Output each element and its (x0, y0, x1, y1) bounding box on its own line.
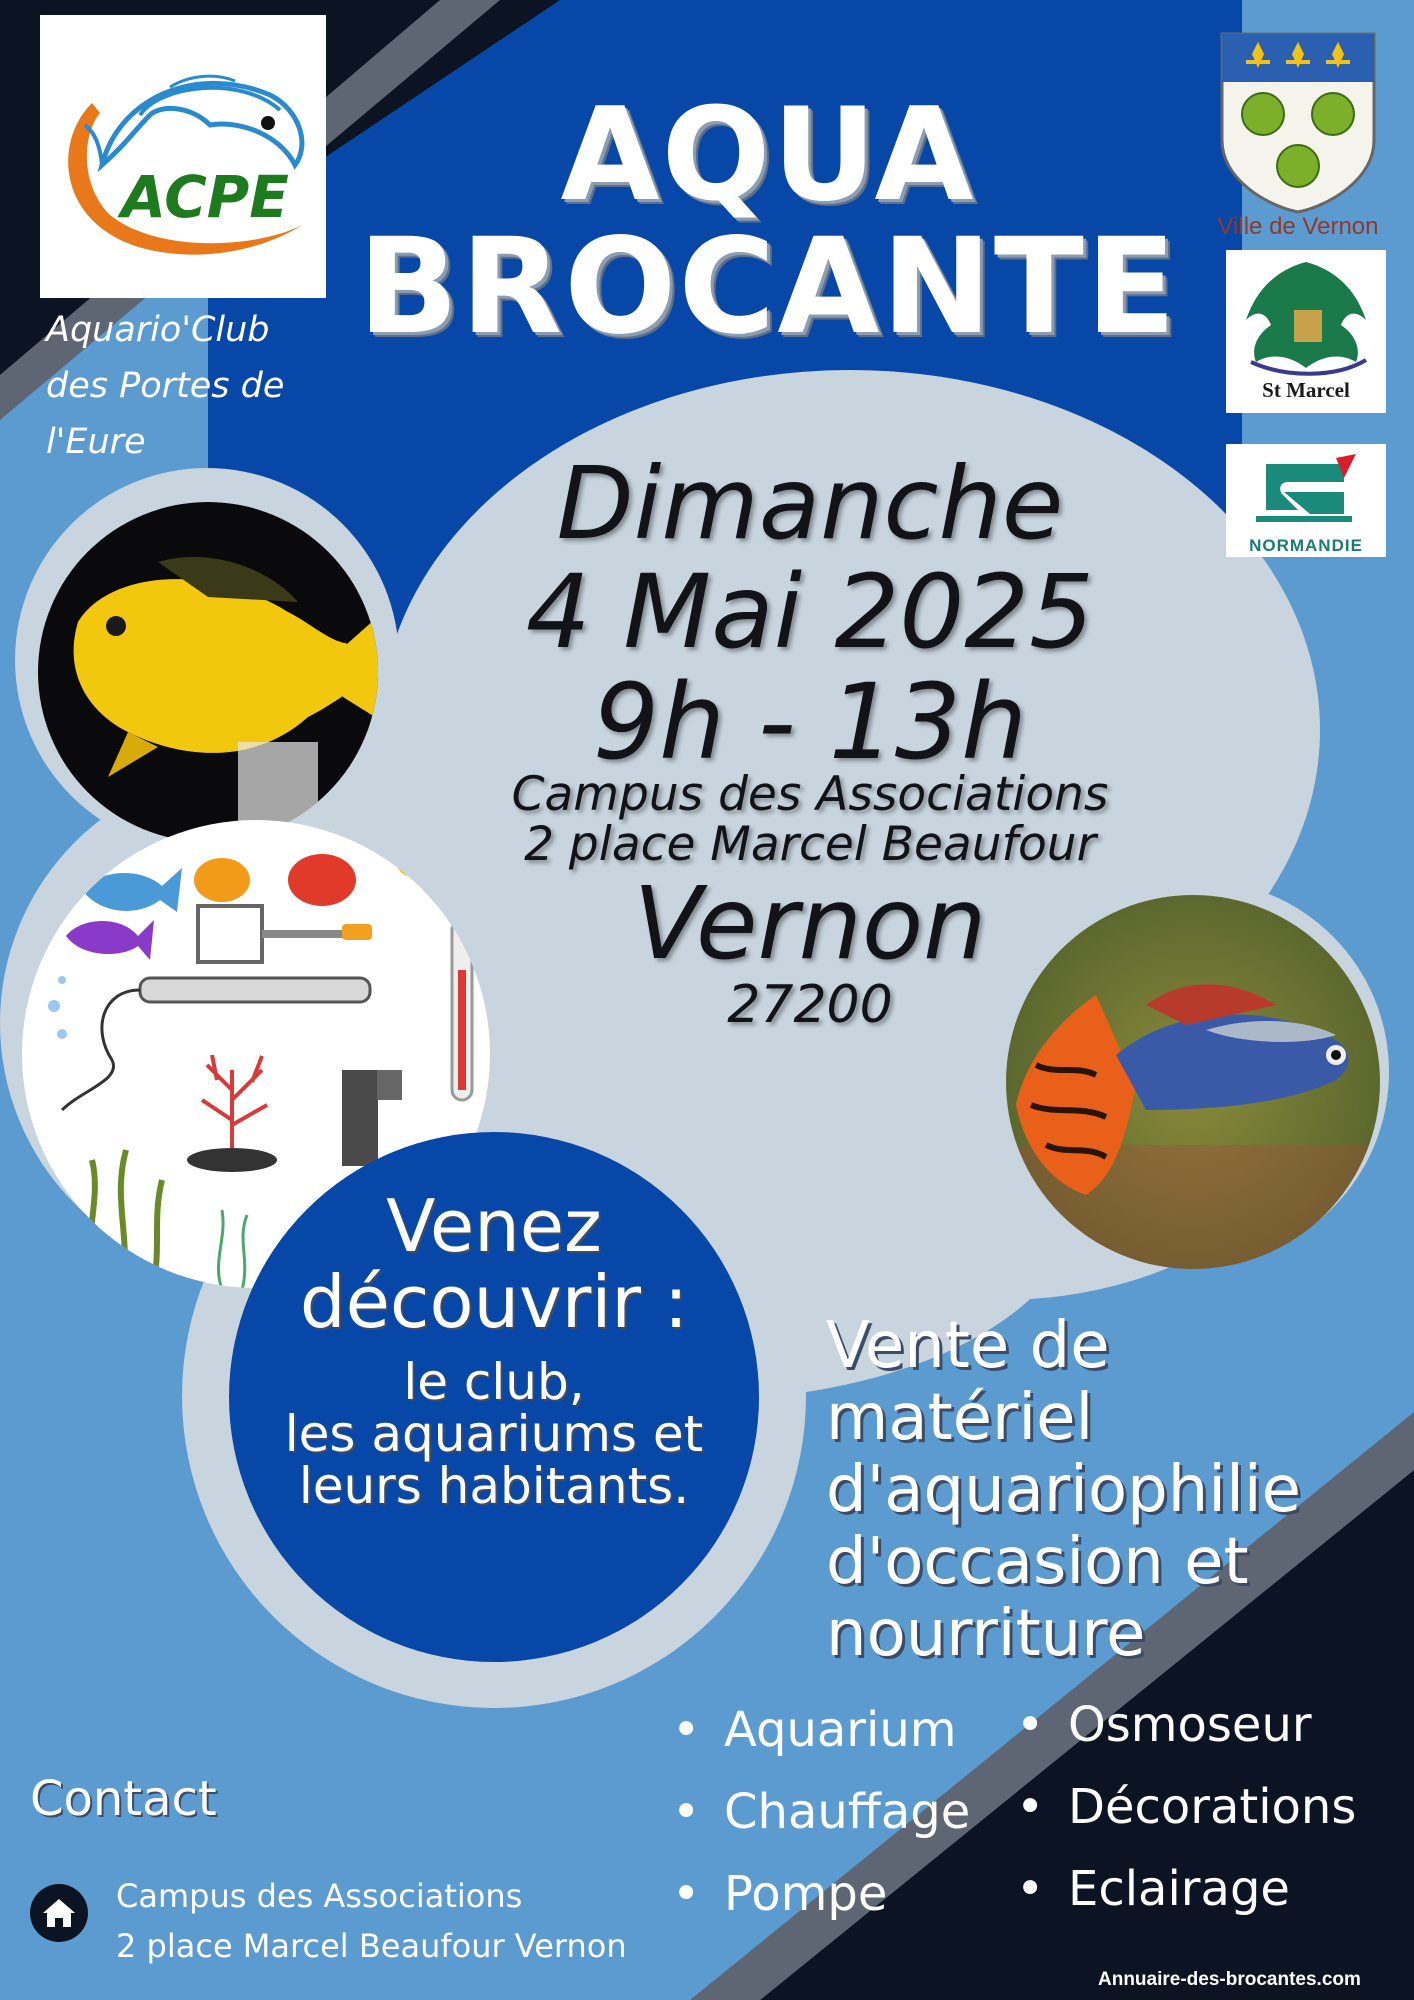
credit-agricole-label: NORMANDIE (1249, 536, 1363, 555)
event-venue: Campus des Associations (511, 767, 1109, 822)
st-marcel-label: St Marcel (1262, 378, 1350, 402)
acpe-logo-text: ACPE (121, 163, 289, 231)
bullet-icon: • (1016, 1779, 1045, 1835)
sale-line: d'aquariophilie (826, 1453, 1301, 1527)
event-time: 9h - 13h (593, 661, 1027, 783)
items-list-right (1016, 1684, 1356, 1930)
footer-website[interactable]: Annuaire-des-brocantes.com (1098, 1969, 1361, 1990)
club-name-line: des Portes de (46, 366, 285, 406)
list-item-label: Eclairage (1068, 1861, 1290, 1917)
club-name-line: Aquario'Club (46, 310, 270, 350)
event-city: Vernon (633, 865, 987, 982)
list-item (1016, 1684, 1356, 1766)
list-item-label: Décorations (1068, 1779, 1357, 1835)
discover-body-line: le club, (403, 1353, 585, 1411)
bullet-icon: • (1016, 1697, 1045, 1753)
list-item (672, 1689, 970, 1771)
list-item (672, 1853, 970, 1935)
title-line-2: BROCANTE (357, 210, 1179, 364)
list-item (1016, 1848, 1356, 1930)
list-item (1016, 1766, 1356, 1848)
event-date: 4 Mai 2025 (525, 553, 1095, 672)
discover-body-line: les aquariums et (284, 1405, 704, 1463)
yellow-fish-photo (38, 502, 378, 842)
credit-agricole-emblem (1226, 444, 1386, 534)
event-day: Dimanche (556, 445, 1064, 562)
sale-description (826, 1310, 1406, 1670)
bullet-icon: • (672, 1866, 701, 1922)
sale-line: matériel (826, 1381, 1094, 1455)
discover-body (229, 1353, 759, 1515)
list-item-label: Osmoseur (1068, 1697, 1312, 1753)
discover-body-line: leurs habitants. (298, 1457, 690, 1515)
sale-line: d'occasion et (826, 1525, 1249, 1599)
contact-address-line: Campus des Associations (116, 1877, 523, 1915)
items-list-left (672, 1689, 970, 1935)
vernon-coat-of-arms (1218, 30, 1378, 214)
home-icon-glyph (30, 1884, 88, 1942)
discover-title-line: découvrir : (299, 1260, 689, 1344)
bullet-icon: • (672, 1784, 701, 1840)
contact-address (116, 1871, 627, 1971)
st-marcel-logo (1226, 250, 1386, 413)
event-zip: 27200 (727, 975, 893, 1035)
discover-title (229, 1184, 759, 1344)
event-street: 2 place Marcel Beaufour (524, 817, 1096, 872)
credit-agricole-logo (1226, 444, 1386, 557)
list-item-label: Chauffage (724, 1784, 971, 1840)
title-line-1: AQUA (560, 81, 976, 230)
ville-de-vernon-caption: Ville de Vernon (1217, 213, 1379, 240)
st-marcel-leaf-icon (1226, 250, 1386, 380)
list-item (672, 1771, 970, 1853)
sale-line: nourriture (826, 1597, 1146, 1671)
contact-address-line: 2 place Marcel Beaufour Vernon (116, 1927, 627, 1965)
list-item-label: Aquarium (724, 1702, 957, 1758)
acpe-logo (40, 15, 326, 298)
bullet-icon: • (1016, 1861, 1045, 1917)
list-item-label: Pompe (724, 1866, 888, 1922)
acpe-fish-emblem (40, 15, 326, 298)
sale-line: Vente de (826, 1309, 1110, 1383)
club-name-line: l'Eure (46, 422, 146, 462)
discover-title-line: Venez (386, 1184, 602, 1268)
club-name (46, 302, 346, 470)
bullet-icon: • (672, 1702, 701, 1758)
home-icon (30, 1884, 88, 1942)
contact-title: Contact (30, 1771, 217, 1827)
